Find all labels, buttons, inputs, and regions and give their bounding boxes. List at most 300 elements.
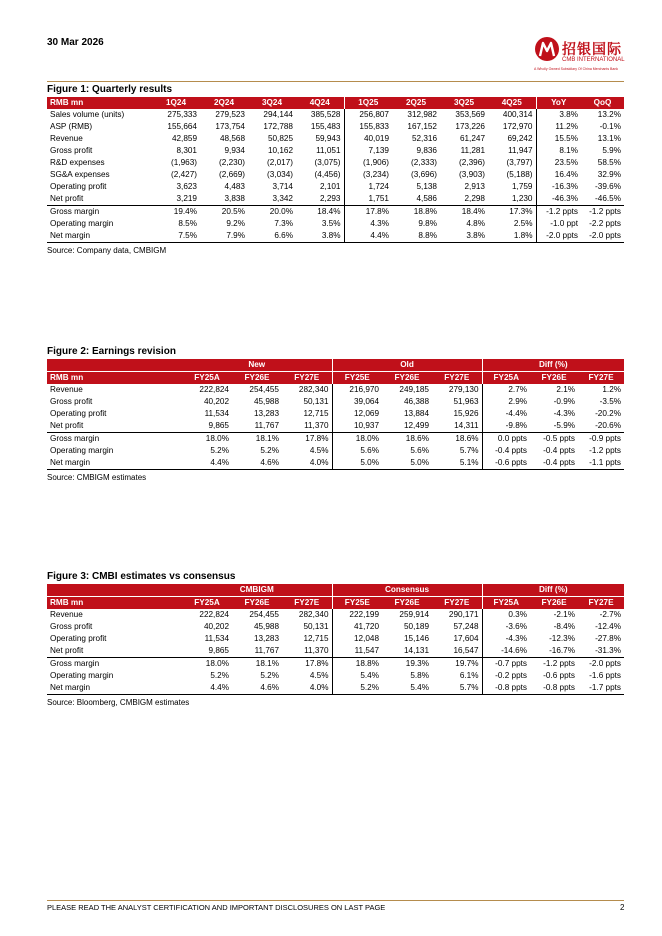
- table-cell: 4.4%: [182, 457, 232, 470]
- table-cell: -1.0 ppt: [536, 218, 581, 230]
- table-cell: 11,534: [204, 634, 229, 643]
- column-header: RMB mn: [50, 98, 84, 107]
- table-cell: 9.8%: [418, 219, 437, 228]
- group-header: Old: [332, 359, 482, 372]
- table-cell: -1.2 ppts: [530, 658, 578, 671]
- logo-tagline: A Wholly Owned Subsidiary Of China Merchants Bank: [534, 67, 619, 71]
- table-cell: -0.2 ppts: [482, 670, 530, 682]
- table-cell: 4.5%: [309, 671, 329, 680]
- table-cell: 23.5%: [536, 157, 581, 169]
- table-cell: 254,455: [249, 385, 279, 394]
- table-cell: -0.6 ppts: [543, 671, 576, 680]
- table-cell: 18.6%: [382, 433, 432, 446]
- figure-title: Figure 3: CMBI estimates vs consensus: [47, 571, 236, 582]
- table-cell: 13,884: [403, 409, 429, 418]
- table-cell: -3.6%: [482, 621, 530, 633]
- table-cell: SG&A expenses: [50, 170, 110, 179]
- column-header: FY26E: [244, 598, 270, 607]
- table-row: [47, 145, 624, 157]
- column-header: RMB mn: [50, 373, 84, 382]
- table-row: [47, 609, 624, 621]
- table-cell: -8.4%: [553, 622, 576, 631]
- table-cell: 16,547: [453, 646, 479, 655]
- table-cell: 69,242: [507, 134, 533, 143]
- table-cell: 39,064: [332, 396, 382, 408]
- table-cell: 290,171: [448, 610, 479, 619]
- table-group-header-row: [47, 359, 624, 372]
- table-cell: 9,934: [224, 146, 245, 155]
- table-cell: 18.0%: [182, 658, 232, 671]
- table-cell: -12.4%: [595, 622, 622, 631]
- table-cell: 18.1%: [232, 658, 282, 671]
- table-row: [47, 658, 624, 671]
- table-cell: 2,298: [464, 194, 485, 203]
- table-cell: (2,017): [267, 158, 293, 167]
- column-header: FY27E: [444, 598, 470, 607]
- table-header-row: [47, 97, 624, 109]
- table-cell: -2.7%: [599, 610, 622, 619]
- table-row: [47, 670, 624, 682]
- table-cell: 59,943: [315, 134, 341, 143]
- table-cell: 254,455: [249, 610, 279, 619]
- table-cell: 18.0%: [182, 433, 232, 446]
- table-cell: 155,664: [167, 122, 197, 131]
- table-cell: 279,130: [448, 385, 479, 394]
- table-cell: 9,836: [416, 146, 437, 155]
- table-cell: 7.5%: [152, 230, 200, 243]
- table-cell: 5,138: [416, 182, 437, 191]
- table-cell: -31.3%: [595, 646, 622, 655]
- table-cell: 9,865: [208, 421, 229, 430]
- table-cell: Operating margin: [50, 671, 114, 680]
- table-cell: -2.0 ppts: [536, 230, 581, 243]
- table-cell: 17.3%: [488, 206, 536, 219]
- table-cell: 249,185: [399, 385, 429, 394]
- table-row: [47, 420, 624, 433]
- table-cell: 15,146: [403, 634, 430, 643]
- table-cell: 51,963: [453, 397, 479, 406]
- table-cell: -2.1%: [553, 610, 576, 619]
- table-cell: -46.3%: [536, 193, 581, 206]
- table-cell: 12,499: [403, 421, 429, 430]
- table-cell: Gross profit: [50, 146, 93, 155]
- column-header: FY27E: [588, 373, 614, 382]
- table-cell: 2,913: [464, 182, 485, 191]
- table-cell: -1.2 ppts: [589, 446, 622, 455]
- table-header-row: [47, 372, 624, 385]
- table-cell: 11,534: [204, 409, 229, 418]
- table-cell: 6.1%: [459, 671, 479, 680]
- table-cell: -1.1 ppts: [578, 457, 624, 470]
- table-cell: 10,937: [332, 420, 382, 433]
- earnings-revision-table: [47, 359, 624, 470]
- table-cell: 7.9%: [200, 230, 248, 243]
- table-cell: 2.7%: [482, 384, 530, 396]
- table-cell: -1.2 ppts: [536, 206, 581, 219]
- table-cell: 5.2%: [260, 446, 279, 455]
- table-cell: 32.9%: [597, 170, 621, 179]
- table-row: [47, 633, 624, 645]
- table-cell: Revenue: [50, 134, 83, 143]
- table-cell: Net profit: [50, 646, 84, 655]
- table-cell: -12.3%: [549, 634, 576, 643]
- group-header: New: [182, 359, 332, 372]
- table-cell: Net profit: [50, 194, 84, 203]
- table-cell: (3,696): [411, 170, 437, 179]
- table-cell: 5.8%: [410, 671, 430, 680]
- footer-disclaimer: PLEASE READ THE ANALYST CERTIFICATION AND IMPORTANT DISCLOSURES ON LAST PAGE: [47, 903, 386, 912]
- table-cell: -0.8 ppts: [530, 682, 578, 695]
- table-cell: 3.8%: [296, 230, 344, 243]
- table-cell: 7,139: [344, 145, 392, 157]
- column-header: 4Q25: [501, 98, 522, 107]
- table-cell: 4.6%: [232, 457, 282, 470]
- figure-earnings-revision: [47, 346, 624, 482]
- table-cell: 18.8%: [392, 206, 440, 219]
- logo-chinese-text: 招银国际: [562, 41, 622, 57]
- table-cell: 11,370: [304, 646, 329, 655]
- table-cell: -0.5 ppts: [530, 433, 578, 446]
- table-row: [47, 457, 624, 470]
- table-cell: 222,199: [332, 609, 382, 621]
- table-row: [47, 169, 624, 181]
- table-cell: 353,569: [455, 110, 485, 119]
- table-cell: Operating profit: [50, 409, 107, 418]
- table-cell: -1.2 ppts: [581, 206, 624, 219]
- table-cell: 173,754: [215, 122, 245, 131]
- table-cell: -0.4 ppts: [530, 457, 578, 470]
- table-cell: Sales volume (units): [50, 110, 125, 119]
- cmbi-logo: [534, 36, 634, 80]
- table-cell: (3,903): [459, 170, 485, 179]
- table-cell: -0.9%: [553, 397, 576, 406]
- table-cell: (3,075): [314, 158, 341, 167]
- table-row: [47, 206, 624, 219]
- table-cell: 4.0%: [282, 682, 332, 695]
- table-cell: Gross margin: [47, 433, 182, 446]
- group-header: CMBIGM: [182, 584, 332, 597]
- table-cell: 18.6%: [432, 433, 482, 446]
- column-header: 1Q24: [165, 98, 187, 107]
- figure-source: Source: Bloomberg, CMBIGM estimates: [47, 698, 190, 707]
- table-cell: 7.3%: [274, 219, 293, 228]
- table-cell: 3,342: [272, 194, 293, 203]
- table-cell: 40,019: [344, 133, 392, 145]
- table-cell: -16.7%: [549, 646, 576, 655]
- table-cell: 15.5%: [536, 133, 581, 145]
- table-cell: 222,824: [199, 385, 229, 394]
- table-row: [47, 408, 624, 420]
- group-header-blank: [47, 584, 182, 597]
- table-cell: 1.8%: [488, 230, 536, 243]
- table-cell: 9.2%: [226, 219, 245, 228]
- table-cell: -39.6%: [595, 182, 621, 191]
- table-cell: Operating margin: [50, 446, 114, 455]
- table-cell: 58.5%: [597, 158, 621, 167]
- table-cell: 5.0%: [382, 457, 432, 470]
- table-cell: 4,483: [224, 182, 245, 191]
- table-cell: 172,788: [263, 122, 293, 131]
- table-cell: (2,333): [411, 158, 437, 167]
- table-cell: 312,982: [407, 110, 437, 119]
- table-cell: 5.2%: [332, 682, 382, 695]
- table-cell: -0.7 ppts: [482, 658, 530, 671]
- table-cell: (3,234): [344, 169, 392, 181]
- cmb-logo-icon: [534, 36, 560, 64]
- table-cell: (4,456): [314, 170, 341, 179]
- table-cell: 4.5%: [309, 446, 329, 455]
- table-cell: 19.7%: [432, 658, 482, 671]
- group-header-blank: [47, 359, 182, 372]
- table-cell: -1.6 ppts: [589, 671, 622, 680]
- column-header: FY27E: [588, 598, 614, 607]
- table-row: [47, 433, 624, 446]
- column-header: YoY: [536, 97, 581, 109]
- table-cell: 275,333: [167, 110, 197, 119]
- table-cell: -0.4 ppts: [543, 446, 576, 455]
- table-cell: 4.3%: [344, 218, 392, 230]
- table-cell: 8,301: [176, 146, 197, 155]
- table-cell: Revenue: [50, 610, 83, 619]
- table-cell: 4.6%: [232, 682, 282, 695]
- table-cell: 45,988: [253, 397, 279, 406]
- figure-title: Figure 2: Earnings revision: [47, 346, 176, 357]
- table-cell: 17,604: [453, 634, 479, 643]
- table-cell: -0.1%: [599, 122, 621, 131]
- table-cell: 16.4%: [536, 169, 581, 181]
- column-header: FY25A: [194, 373, 220, 382]
- figure-source: Source: Company data, CMBIGM: [47, 246, 167, 255]
- table-cell: Net margin: [47, 457, 182, 470]
- figure-quarterly-results: [47, 84, 624, 255]
- table-cell: 4,586: [416, 194, 437, 203]
- table-cell: 155,483: [310, 122, 341, 131]
- column-header: FY26E: [244, 373, 270, 382]
- table-cell: (2,396): [459, 158, 485, 167]
- table-cell: 11,767: [254, 646, 279, 655]
- table-cell: Operating profit: [50, 634, 107, 643]
- figure-title: Figure 1: Quarterly results: [47, 84, 173, 95]
- table-cell: 15,926: [453, 409, 479, 418]
- table-cell: 46,388: [403, 397, 429, 406]
- table-cell: 17.8%: [344, 206, 392, 219]
- table-cell: 1,724: [344, 181, 392, 193]
- table-cell: 256,807: [344, 109, 392, 121]
- table-cell: (2,230): [219, 158, 245, 167]
- table-cell: 294,144: [263, 110, 293, 119]
- table-cell: 5.0%: [332, 457, 382, 470]
- column-header: FY25A: [482, 597, 530, 610]
- table-cell: 2.5%: [513, 219, 533, 228]
- table-cell: 13.2%: [597, 110, 621, 119]
- table-cell: (3,797): [506, 158, 533, 167]
- table-cell: (2,669): [219, 170, 245, 179]
- table-row: [47, 157, 624, 169]
- table-cell: 282,340: [298, 610, 329, 619]
- table-row: [47, 682, 624, 695]
- report-date: 30 Mar 2026: [47, 37, 104, 48]
- table-cell: -27.8%: [595, 634, 622, 643]
- table-cell: Operating profit: [50, 182, 107, 191]
- table-cell: 5.4%: [382, 682, 432, 695]
- table-cell: 11,281: [460, 146, 485, 155]
- table-cell: 18.0%: [332, 433, 382, 446]
- table-cell: 18.8%: [332, 658, 382, 671]
- table-cell: 57,248: [453, 622, 479, 631]
- column-header: FY26E: [541, 598, 567, 607]
- table-cell: 12,715: [303, 634, 329, 643]
- table-cell: 2,293: [320, 194, 341, 203]
- table-cell: 12,048: [332, 633, 382, 645]
- table-cell: -2.0 ppts: [578, 658, 624, 671]
- table-cell: -3.5%: [599, 397, 622, 406]
- table-cell: -0.4 ppts: [482, 445, 530, 457]
- column-header: RMB mn: [50, 598, 84, 607]
- table-header-row: [47, 597, 624, 610]
- table-cell: 10,162: [267, 146, 293, 155]
- table-cell: -46.5%: [595, 194, 621, 203]
- column-header: 4Q24: [309, 98, 330, 107]
- table-cell: 3.8%: [536, 109, 581, 121]
- table-cell: 4.4%: [182, 682, 232, 695]
- table-cell: -4.4%: [482, 408, 530, 420]
- table-cell: 172,970: [502, 122, 533, 131]
- table-cell: 5.2%: [210, 446, 229, 455]
- table-cell: 50,131: [303, 622, 329, 631]
- table-row: [47, 218, 624, 230]
- table-cell: 3,623: [176, 182, 197, 191]
- table-cell: Revenue: [50, 385, 83, 394]
- table-cell: 282,340: [298, 385, 329, 394]
- table-cell: 5.7%: [459, 446, 479, 455]
- table-cell: 5.2%: [260, 671, 279, 680]
- table-cell: 42,859: [171, 134, 197, 143]
- table-cell: 13,283: [253, 409, 279, 418]
- table-cell: 11,767: [254, 421, 279, 430]
- table-cell: Gross profit: [50, 397, 93, 406]
- table-cell: Net margin: [47, 682, 182, 695]
- table-row: [47, 384, 624, 396]
- table-cell: -2.0 ppts: [581, 230, 624, 243]
- table-cell: -20.6%: [595, 421, 622, 430]
- figure-source: Source: CMBIGM estimates: [47, 473, 147, 482]
- table-cell: 4.0%: [282, 457, 332, 470]
- table-cell: 3.8%: [440, 230, 488, 243]
- table-cell: 9,865: [208, 646, 229, 655]
- table-cell: -2.2 ppts: [589, 219, 621, 228]
- table-row: [47, 109, 624, 121]
- table-cell: (2,427): [171, 170, 197, 179]
- column-header: QoQ: [593, 98, 612, 107]
- table-cell: R&D expenses: [50, 158, 105, 167]
- table-cell: 4.8%: [466, 219, 485, 228]
- table-cell: (3,034): [267, 170, 293, 179]
- table-cell: 1,230: [512, 194, 533, 203]
- table-cell: 13.1%: [597, 134, 621, 143]
- column-header: 3Q24: [261, 98, 283, 107]
- table-cell: 20.5%: [200, 206, 248, 219]
- table-cell: 12,715: [303, 409, 329, 418]
- table-cell: 50,131: [303, 397, 329, 406]
- table-cell: 8.5%: [178, 219, 197, 228]
- table-cell: 13,283: [253, 634, 279, 643]
- column-header: FY25A: [482, 372, 530, 385]
- table-cell: 18.4%: [440, 206, 488, 219]
- page-number: 2: [620, 903, 625, 912]
- table-cell: 385,528: [310, 110, 341, 119]
- table-cell: 167,152: [407, 122, 437, 131]
- table-cell: ASP (RMB): [50, 122, 93, 131]
- table-cell: 8.8%: [392, 230, 440, 243]
- table-cell: 0.0 ppts: [482, 433, 530, 446]
- table-cell: 18.1%: [232, 433, 282, 446]
- group-header: Diff (%): [482, 359, 624, 372]
- table-row: [47, 445, 624, 457]
- table-cell: -14.6%: [482, 645, 530, 658]
- table-group-header-row: [47, 584, 624, 597]
- table-cell: 8.1%: [536, 145, 581, 157]
- table-cell: 5.6%: [410, 446, 429, 455]
- table-cell: 2,101: [320, 182, 341, 191]
- table-cell: 1.2%: [602, 385, 622, 394]
- group-header: Diff (%): [482, 584, 624, 597]
- table-cell: -1.7 ppts: [578, 682, 624, 695]
- table-cell: 19.4%: [152, 206, 200, 219]
- column-header: FY25E: [332, 372, 382, 385]
- table-cell: 4.4%: [344, 230, 392, 243]
- logo-english-text: CMB INTERNATIONAL: [562, 57, 625, 63]
- table-cell: 0.3%: [482, 609, 530, 621]
- table-cell: 11.2%: [536, 121, 581, 133]
- table-cell: -5.9%: [553, 421, 576, 430]
- table-cell: 61,247: [459, 134, 485, 143]
- table-cell: 400,314: [502, 110, 533, 119]
- table-cell: 11,370: [304, 421, 329, 430]
- table-cell: 14,131: [403, 646, 430, 655]
- table-cell: Operating margin: [50, 219, 114, 228]
- table-row: [47, 621, 624, 633]
- table-cell: 5.7%: [432, 682, 482, 695]
- table-cell: 11,051: [316, 146, 341, 155]
- column-header: FY26E: [394, 598, 420, 607]
- table-cell: 173,226: [455, 122, 485, 131]
- table-cell: -4.3%: [553, 409, 576, 418]
- table-cell: 14,311: [454, 421, 479, 430]
- table-row: [47, 181, 624, 193]
- table-cell: 3,219: [176, 194, 197, 203]
- table-cell: 5.4%: [332, 670, 382, 682]
- column-header: 3Q25: [453, 98, 475, 107]
- table-row: [47, 193, 624, 206]
- table-cell: 17.8%: [282, 658, 332, 671]
- table-cell: 5.9%: [602, 146, 621, 155]
- table-cell: 5.1%: [432, 457, 482, 470]
- table-row: [47, 230, 624, 243]
- estimates-vs-consensus-table: [47, 584, 624, 695]
- table-cell: 52,316: [411, 134, 437, 143]
- table-cell: 216,970: [332, 384, 382, 396]
- table-cell: -20.2%: [595, 409, 622, 418]
- table-cell: -16.3%: [536, 181, 581, 193]
- table-cell: (1,963): [171, 158, 197, 167]
- table-cell: -0.6 ppts: [482, 457, 530, 470]
- table-cell: Gross margin: [47, 206, 152, 219]
- table-cell: 1,751: [344, 193, 392, 206]
- column-header: FY26E: [541, 373, 567, 382]
- table-cell: 17.8%: [282, 433, 332, 446]
- table-cell: 41,720: [332, 621, 382, 633]
- table-cell: 12,069: [332, 408, 382, 420]
